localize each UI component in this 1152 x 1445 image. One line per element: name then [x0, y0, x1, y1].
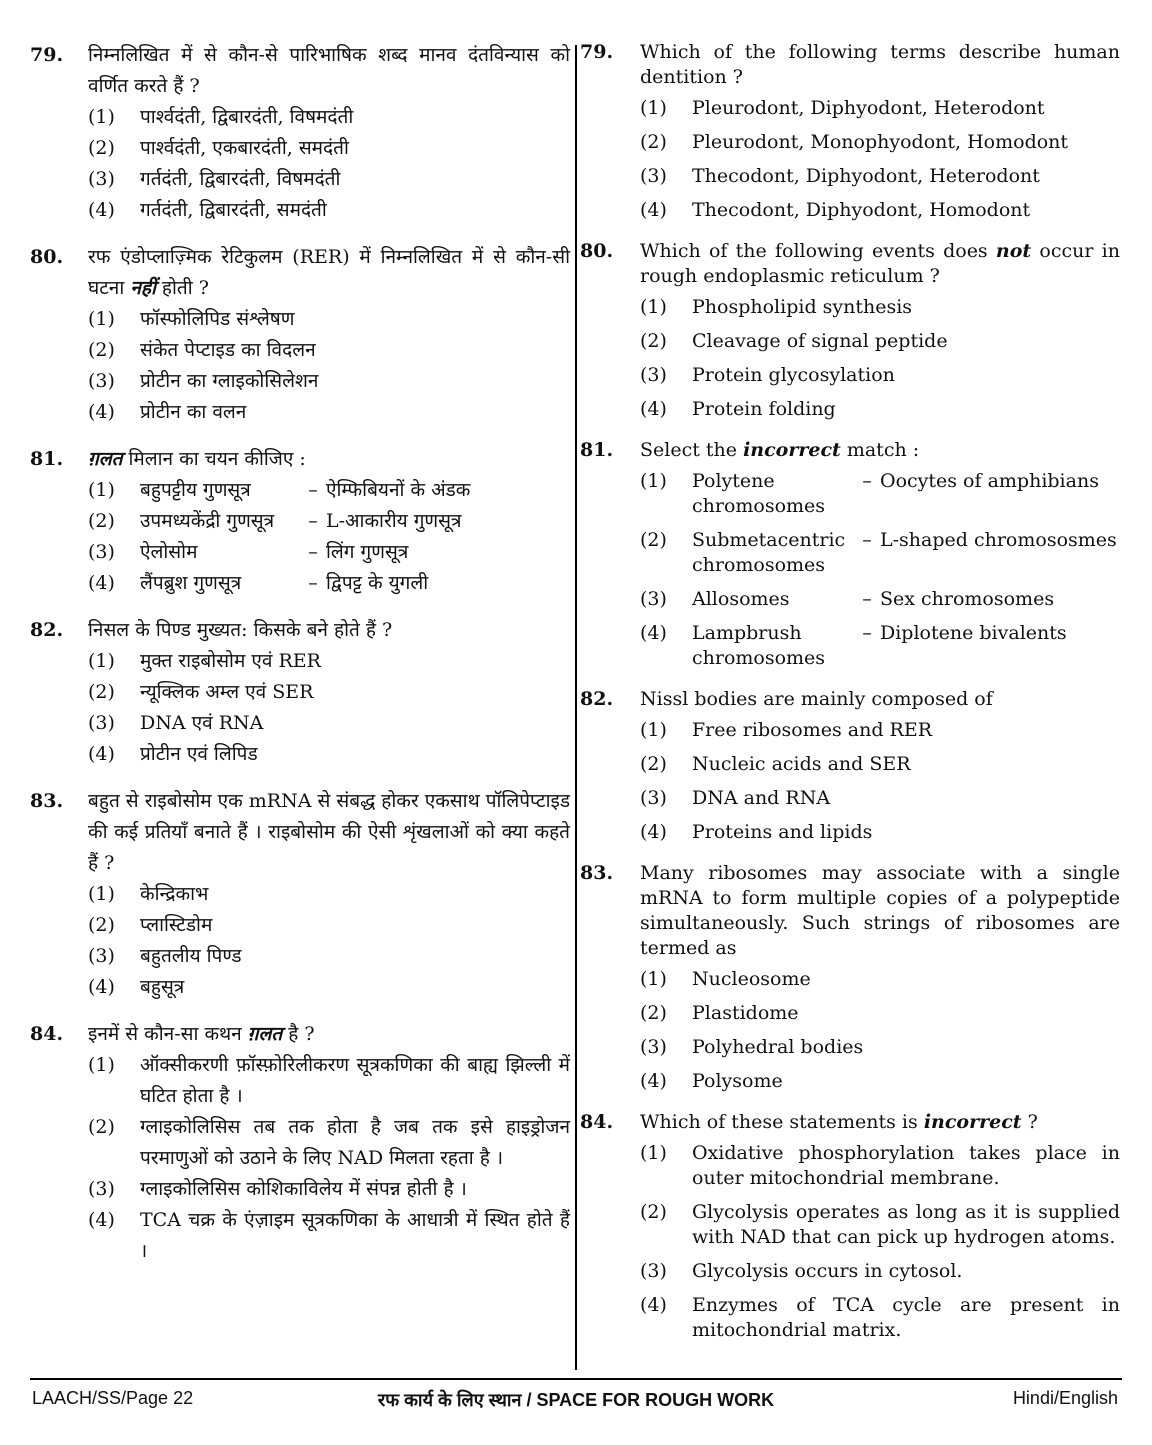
question-number: 80. [580, 240, 614, 262]
english-column [580, 40, 1120, 1359]
question-80-hi [30, 242, 570, 428]
question-79-hi [30, 40, 570, 226]
option: (1) Pleurodont, Diphyodont, Heterodont [640, 97, 1045, 119]
question-text: Nissl bodies are mainly composed of [640, 688, 993, 710]
option: (2) पार्श्वदंती, एकबारदंती, समदंती [88, 137, 349, 159]
question-79-en [580, 40, 1120, 223]
option: (2) संकेत पेप्टाइड का विदलन [88, 339, 316, 361]
question-text: Which of the following events does not occur in rough endoplasmic reticulum ? [640, 240, 1120, 287]
page-code: LAACH/SS/Page 22 [32, 1388, 194, 1408]
question-text: इनमें से कौन-सा कथन ग़लत है ? [88, 1023, 315, 1045]
column-divider [575, 45, 577, 1370]
hindi-column [30, 40, 570, 1283]
option: (3) Glycolysis occurs in cytosol. [640, 1260, 963, 1282]
option: (3) प्रोटीन का ग्लाइकोसिलेशन [88, 370, 319, 392]
option: (1) Free ribosomes and RER [640, 719, 933, 741]
option: (2) Glycolysis operates as long as it is supplied with NAD that can pick up hydrogen atoms. [640, 1201, 1120, 1248]
question-text: Which of the following terms describe human dentition ? [640, 41, 1120, 88]
question-81-hi [30, 444, 570, 599]
option: (2) Pleurodont, Monophyodont, Homodont [640, 131, 1069, 153]
question-number: 79. [580, 41, 614, 63]
question-83-hi [30, 786, 570, 1003]
question-number: 80. [30, 246, 64, 268]
emphasis: नहीं [130, 277, 156, 299]
option: (3) DNA and RNA [640, 787, 831, 809]
option: (3) Protein glycosylation [640, 364, 895, 386]
question-number: 83. [580, 862, 614, 884]
option: (2) Nucleic acids and SER [640, 753, 911, 775]
option: (4) बहुसूत्र [88, 976, 185, 998]
match-option: (3) Allosomes – Sex chromosomes [640, 588, 1055, 610]
option: (3) ग्लाइकोलिसिस कोशिकाविलेय में संपन्न होती है । [88, 1178, 467, 1200]
match-option: (4) Lampbrush chromosomes – Diplotene bivalents [640, 622, 1067, 669]
question-number: 82. [580, 688, 614, 710]
emphasis: not [995, 240, 1032, 262]
question-82-hi [30, 615, 570, 770]
option: (4) Polysome [640, 1070, 783, 1092]
question-number: 84. [580, 1111, 614, 1133]
option: (2) प्लास्टिडोम [88, 914, 213, 936]
question-text: रफ एंडोप्लाज़्मिक रेटिकुलम (RER) में निम्नलिखित में से कौन-सी घटना नहीं होती ? [88, 246, 570, 299]
match-option: (3) ऐलोसोम – लिंग गुणसूत्र [88, 541, 409, 563]
question-text: निम्नलिखित में से कौन-से पारिभाषिक शब्द मानव दंतविन्यास को वर्णित करते हैं ? [88, 44, 570, 97]
match-option: (1) बहुपट्टीय गुणसूत्र – ऐम्फिबियनों के अंडक [88, 479, 471, 501]
option: (3) बहुतलीय पिण्ड [88, 945, 242, 967]
option: (4) प्रोटीन एवं लिपिड [88, 743, 258, 765]
question-84-hi [30, 1019, 570, 1267]
question-text: Select the incorrect match : [640, 439, 920, 461]
match-option: (4) लैंपब्रुश गुणसूत्र – द्विपट्ट के युगली [88, 572, 429, 594]
option: (4) गर्तदंती, द्विबारदंती, समदंती [88, 199, 327, 221]
question-text: निसल के पिण्ड मुख्यत: किसके बने होते हैं ? [88, 619, 393, 641]
question-number: 79. [30, 44, 64, 66]
match-option: (2) उपमध्यकेंद्री गुणसूत्र – L-आकारीय गुणसूत्र [88, 510, 462, 532]
option: (1) फॉस्फोलिपिड संश्लेषण [88, 308, 295, 330]
option: (3) Thecodont, Diphyodont, Heterodont [640, 165, 1040, 187]
emphasis: incorrect [923, 1111, 1022, 1133]
question-text: ग़लत मिलान का चयन कीजिए : [88, 448, 306, 470]
rough-work-label: रफ कार्य के लिए स्थान / SPACE FOR ROUGH WORK [377, 1390, 775, 1410]
language-label: Hindi/English [1012, 1388, 1118, 1408]
option: (4) Protein folding [640, 398, 836, 420]
option: (4) Proteins and lipids [640, 821, 873, 843]
option: (4) TCA चक्र के एंज़ाइम सूत्रकणिका के आधात्री में स्थित होते हैं । [88, 1209, 570, 1262]
option: (2) Cleavage of signal peptide [640, 330, 948, 352]
question-82-en [580, 687, 1120, 845]
option: (3) Polyhedral bodies [640, 1036, 864, 1058]
question-80-en [580, 239, 1120, 422]
match-option: (1) Polytene chromosomes – Oocytes of amphibians [640, 470, 1099, 517]
option: (4) Enzymes of TCA cycle are present in mitochondrial matrix. [640, 1294, 1120, 1341]
option: (3) DNA एवं RNA [88, 712, 264, 734]
question-number: 83. [30, 790, 64, 812]
option: (4) Thecodont, Diphyodont, Homodont [640, 199, 1031, 221]
question-text: बहुत से राइबोसोम एक mRNA से संबद्ध होकर एकसाथ पॉलिपेप्टाइड की कई प्रतियाँ बनाते हैं । राइबोसोम की ऐसी शृंखलाओं को क्या कहते हैं ? [88, 790, 570, 874]
question-number: 81. [580, 439, 614, 461]
option: (1) मुक्त राइबोसोम एवं RER [88, 650, 321, 672]
emphasis: ग़लत [88, 448, 123, 470]
option: (1) Nucleosome [640, 968, 811, 990]
question-text: Which of these statements is incorrect ? [640, 1111, 1038, 1133]
option: (1) ऑक्सीकरणी फ़ॉस्फ़ोरिलीकरण सूत्रकणिका की बाह्य झिल्ली में घटित होता है । [88, 1054, 570, 1107]
option: (2) Plastidome [640, 1002, 799, 1024]
option: (1) पार्श्वदंती, द्विबारदंती, विषमदंती [88, 106, 354, 128]
option: (1) केन्द्रिकाभ [88, 883, 209, 905]
question-text: Many ribosomes may associate with a single mRNA to form multiple copies of a polypeptide simultaneously. Such strings of ribosomes are termed as [640, 862, 1120, 959]
option: (1) Phospholipid synthesis [640, 296, 913, 318]
option: (1) Oxidative phosphorylation takes place in outer mitochondrial membrane. [640, 1142, 1120, 1189]
option: (2) ग्लाइकोलिसिस तब तक होता है जब तक इसे हाइड्रोजन परमाणुओं को उठाने के लिए NAD मिलता रहता है । [88, 1116, 570, 1169]
match-option: (2) Submetacentric chromosomes – L-shaped chromososmes [640, 529, 1117, 576]
footer-rule [30, 1378, 1122, 1380]
option: (2) न्यूक्लिक अम्ल एवं SER [88, 681, 314, 703]
emphasis: ग़लत [247, 1023, 283, 1045]
question-number: 82. [30, 619, 64, 641]
question-number: 84. [30, 1023, 64, 1045]
question-84-en [580, 1110, 1120, 1343]
emphasis: incorrect [743, 439, 841, 461]
question-81-en [580, 438, 1120, 671]
question-number: 81. [30, 448, 64, 470]
option: (4) प्रोटीन का वलन [88, 401, 247, 423]
question-83-en [580, 861, 1120, 1094]
option: (3) गर्तदंती, द्विबारदंती, विषमदंती [88, 168, 341, 190]
